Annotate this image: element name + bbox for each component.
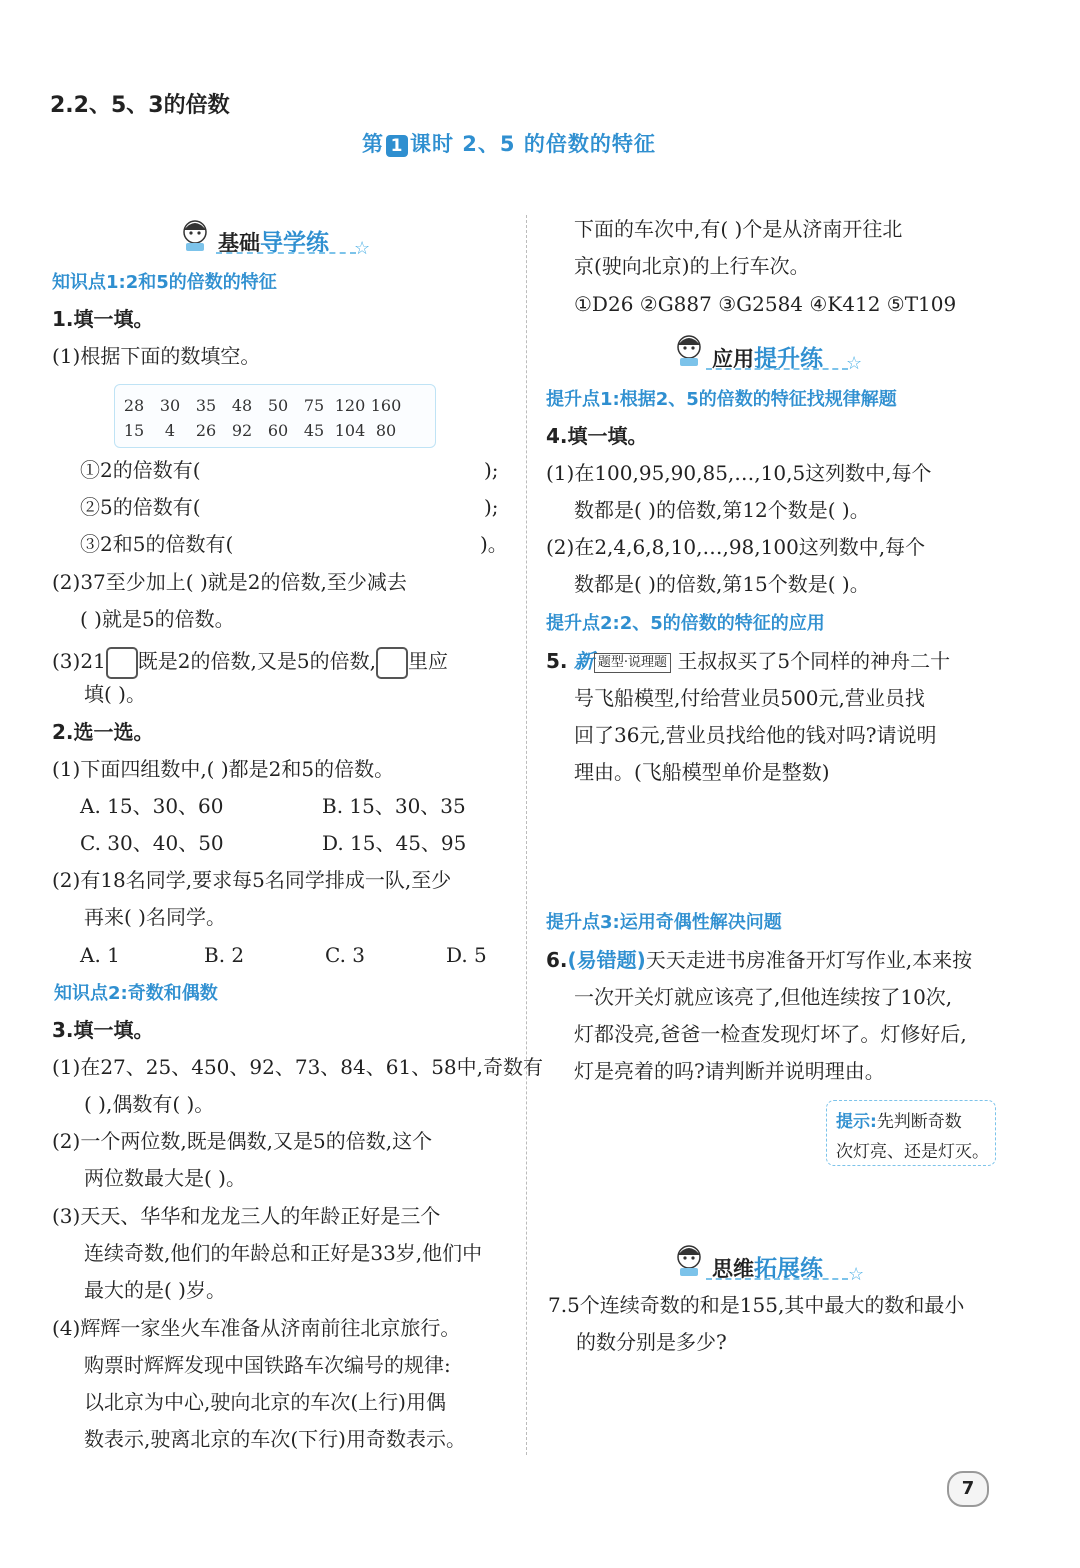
number-cell: 28 (123, 396, 145, 415)
q1-2a: (2)37至少加上( )就是2的倍数,至少减去 (52, 570, 407, 594)
q4-1b: 数都是( )的倍数,第12个数是( )。 (574, 498, 870, 522)
q3-4-continued-b: 京(驶向北京)的上行车次。 (574, 254, 810, 278)
q7-a: 7.5个连续奇数的和是155,其中最大的数和最小 (548, 1293, 965, 1317)
q2-1-option-a: A. 15、30、60 (80, 794, 224, 818)
mascot-icon (178, 218, 212, 252)
q3-3c: 最大的是( )岁。 (84, 1278, 226, 1302)
q1-1a: ①2的倍数有( (80, 458, 201, 482)
q2-2-option-d: D. 5 (446, 943, 487, 967)
q1-3 (52, 643, 448, 680)
section-underline (706, 1278, 848, 1280)
q2-1-option-b: B. 15、30、35 (322, 794, 466, 818)
number-cell: 35 (195, 396, 217, 415)
basic-title-a: 基础 (218, 231, 260, 255)
q2-2-option-c: C. 3 (325, 943, 366, 967)
number-cell: 75 (303, 396, 325, 415)
q2-1-option-c: C. 30、40、50 (80, 831, 224, 855)
upgrade-point-1: 提升点1:根据2、5的倍数的特征找规律解题 (546, 389, 897, 410)
question-type-tag: 题型·说理题 (594, 653, 671, 673)
question-3 (52, 1012, 154, 1049)
q3-4b: 购票时辉辉发现中国铁路车次编号的规律: (84, 1353, 451, 1377)
q5-b: 号飞船模型,付给营业员500元,营业员找 (574, 686, 925, 710)
q2-label: 2.选一选。 (52, 720, 154, 744)
q3-2a: (2)一个两位数,既是偶数,又是5的倍数,这个 (52, 1129, 433, 1153)
q2-1: (1)下面四组数中,( )都是2和5的倍数。 (52, 757, 395, 781)
number-row-2 (116, 421, 404, 440)
q6-b: 一次开关灯就应该亮了,但他连续按了10次, (574, 985, 953, 1009)
knowledge-point-2: 知识点2:奇数和偶数 (54, 983, 218, 1004)
q3-4d: 数表示,驶离北京的车次(下行)用奇数表示。 (84, 1427, 466, 1451)
q6-label: 6. (546, 948, 568, 972)
number-cell: 104 (334, 421, 366, 440)
q5-label: 5. (546, 649, 568, 673)
q3-4c: 以北京为中心,驶向北京的车次(上行)用偶 (84, 1390, 446, 1414)
section-underline (706, 368, 848, 370)
basic-title-b: 导学练 (260, 230, 329, 256)
q4-2b: 数都是( )的倍数,第15个数是( )。 (574, 572, 870, 596)
new-type-label: 新 (573, 649, 594, 673)
number-row-1 (116, 396, 404, 415)
hint-line-2: 次灯亮、还是灯灭。 (836, 1142, 989, 1162)
knowledge-point-1: 知识点1:2和5的倍数的特征 (52, 272, 277, 293)
q5-line-1 (546, 643, 950, 680)
number-cell: 160 (370, 396, 402, 415)
number-cell: 92 (231, 421, 253, 440)
q4-label: 4.填一填。 (546, 424, 648, 448)
q6-d: 灯是亮着的吗?请判断并说明理由。 (574, 1059, 885, 1083)
q4-1a: (1)在100,95,90,85,…,10,5这列数中,每个 (546, 461, 932, 485)
q2-2-option-b: B. 2 (204, 943, 245, 967)
train-options: ①D26 ②G887 ③G2584 ④K412 ⑤T109 (574, 292, 957, 316)
mascot-icon (672, 1243, 706, 1277)
q1-3c: 里应 (407, 649, 448, 673)
hint-label: 提示: (836, 1112, 877, 1132)
q2-1-option-d: D. 15、45、95 (322, 831, 467, 855)
number-cell: 50 (267, 396, 289, 415)
q1-3d: 填( )。 (84, 682, 146, 706)
lesson-title (362, 128, 656, 158)
mascot-icon (672, 333, 706, 367)
number-cell: 60 (267, 421, 289, 440)
q3-4a: (4)辉辉一家坐火车准备从济南前往北京旅行。 (52, 1316, 461, 1340)
section-underline (216, 252, 356, 254)
number-cell: 4 (164, 421, 176, 440)
q6-a: 天天走进书房准备开灯写作业,本来按 (645, 948, 973, 972)
q7-b: 的数分别是多少? (576, 1330, 727, 1354)
number-cell: 30 (159, 396, 181, 415)
q1-2b: ( )就是5的倍数。 (80, 607, 235, 631)
lesson-prefix: 第 (362, 132, 384, 156)
q1-part1: (1)根据下面的数填空。 (52, 344, 261, 368)
star-icon: ☆ (846, 353, 863, 374)
q2-2b: 再来( )名同学。 (84, 905, 226, 929)
number-cell: 48 (231, 396, 253, 415)
page-number: 7 (947, 1471, 989, 1507)
answer-box (106, 647, 138, 679)
q3-label: 3.填一填。 (52, 1018, 154, 1042)
q5-d: 理由。(飞船模型单价是整数) (574, 760, 830, 784)
q5-a: 王叔叔买了5个同样的神舟二十 (677, 649, 951, 673)
upgrade-point-3: 提升点3:运用奇偶性解决问题 (546, 912, 782, 933)
q2-2-option-a: A. 1 (80, 943, 120, 967)
q1-1b: ②5的倍数有( (80, 495, 201, 519)
question-2 (52, 714, 154, 751)
q6-line-1 (546, 942, 972, 979)
number-cell: 26 (195, 421, 217, 440)
number-cell: 120 (334, 396, 366, 415)
lesson-number-badge: 1 (386, 135, 408, 157)
apply-title-a: 应用 (712, 347, 754, 371)
q2-2a: (2)有18名同学,要求每5名同学排成一队,至少 (52, 868, 452, 892)
q3-2b: 两位数最大是( )。 (84, 1166, 246, 1190)
q4-2a: (2)在2,4,6,8,10,…,98,100这列数中,每个 (546, 535, 926, 559)
extend-title-a: 思维 (712, 1257, 754, 1281)
lesson-suffix: 课时 2、5 的倍数的特征 (410, 132, 656, 156)
apply-title-b: 提升练 (754, 346, 823, 372)
q3-1b: ( ),偶数有( )。 (84, 1092, 215, 1116)
question-1 (52, 301, 154, 338)
number-cell: 15 (123, 421, 145, 440)
hint-line-1 (836, 1107, 962, 1132)
q5-c: 回了36元,营业员找给他的钱对吗?请说明 (574, 723, 937, 747)
q1-1a-end: ); (484, 458, 499, 482)
q1-1c: ③2和5的倍数有( (80, 532, 234, 556)
q1-1b-end: ); (484, 495, 499, 519)
star-icon: ☆ (354, 238, 371, 259)
error-prone-tag: (易错题) (567, 948, 646, 972)
q1-1c-end: )。 (480, 532, 508, 556)
q1-3b: 既是2的倍数,又是5的倍数, (137, 649, 376, 673)
q3-1a: (1)在27、25、450、92、73、84、61、58中,奇数有 (52, 1055, 544, 1079)
section-title: 2.2、5、3的倍数 (50, 93, 230, 118)
upgrade-point-2: 提升点2:2、5的倍数的特征的应用 (546, 613, 825, 634)
question-4 (546, 418, 648, 455)
hint-text-a: 先判断奇数 (876, 1112, 962, 1132)
star-icon: ☆ (848, 1264, 865, 1285)
q3-3a: (3)天天、华华和龙龙三人的年龄正好是三个 (52, 1204, 441, 1228)
column-divider (526, 215, 527, 1455)
q1-3a: (3)21 (52, 649, 106, 673)
q3-4-continued-a: 下面的车次中,有( )个是从济南开往北 (574, 217, 903, 241)
answer-box (376, 647, 408, 679)
number-cell: 80 (375, 421, 397, 440)
q3-3b: 连续奇数,他们的年龄总和正好是33岁,他们中 (84, 1241, 483, 1265)
q6-c: 灯都没亮,爸爸一检查发现灯坏了。灯修好后, (574, 1022, 967, 1046)
extend-title-b: 拓展练 (754, 1256, 823, 1282)
q1-label: 1.填一填。 (52, 307, 154, 331)
number-cell: 45 (303, 421, 325, 440)
